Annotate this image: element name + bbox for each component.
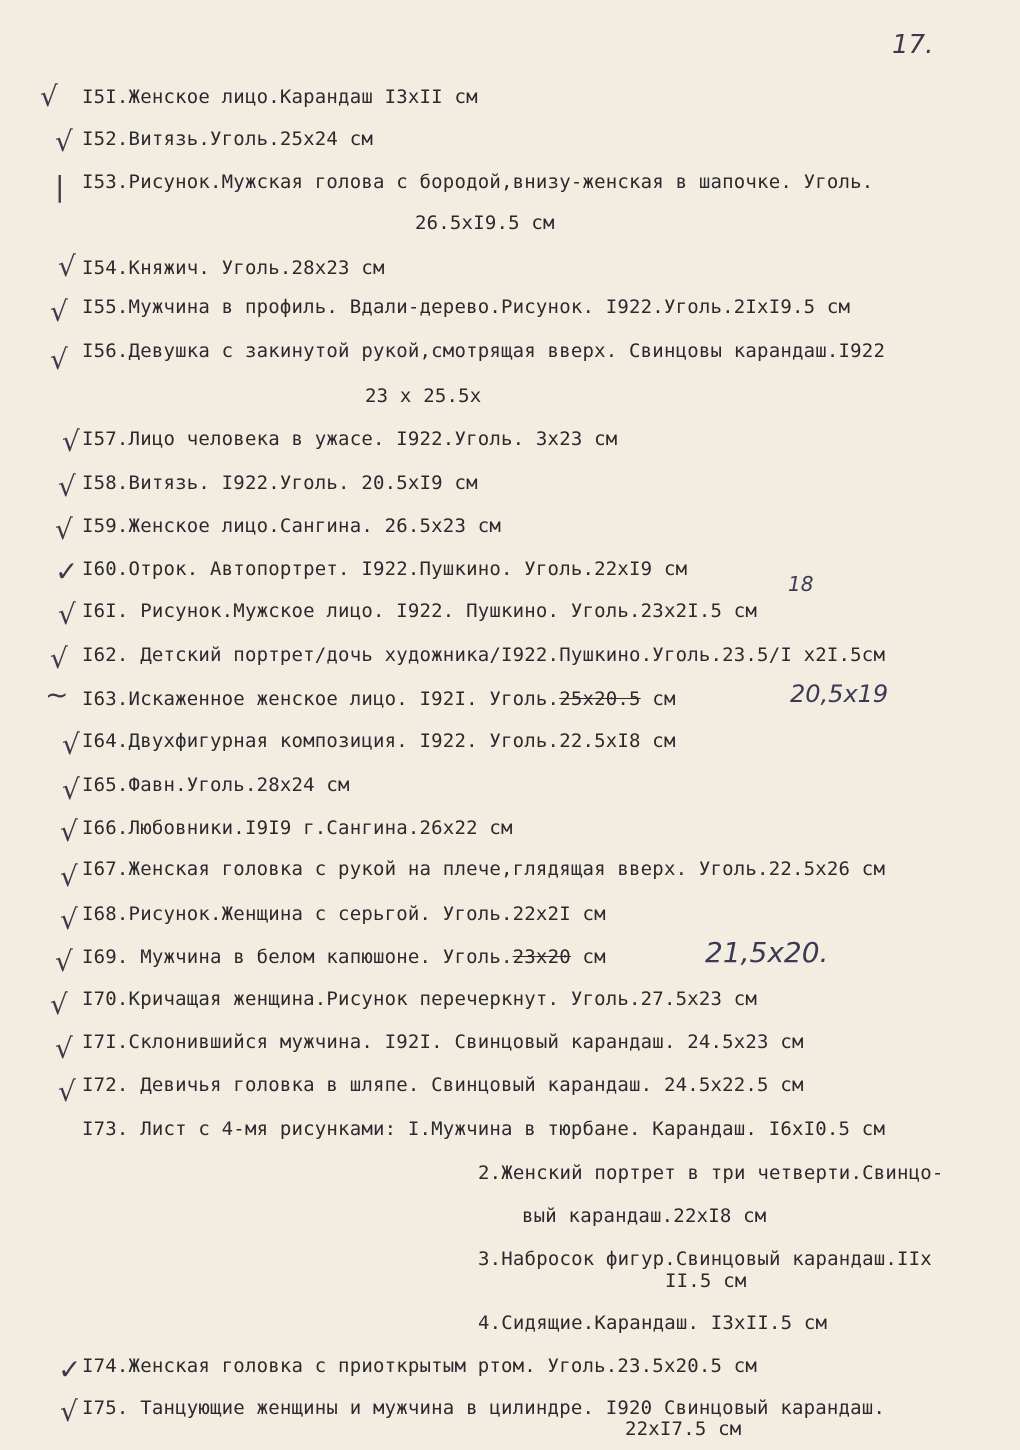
check-mark-icon: √ <box>55 125 73 158</box>
entry-line <box>82 946 606 968</box>
page-number: 17. <box>892 30 934 60</box>
check-mark-icon: √ <box>50 988 68 1021</box>
handwritten-note: 20,5x19 <box>790 680 889 708</box>
entry-line: I62. Детский портрет/дочь художника/I922.Пушкино.Уголь.23.5/I x2I.5см <box>82 644 886 666</box>
entry-line: I57.Лицо человека в ужасе. I922.Уголь. 3x23 см <box>82 428 618 450</box>
entry-line: I65.Фавн.Уголь.28x24 см <box>82 774 350 796</box>
entry-line: I68.Рисунок.Женщина с серьгой. Уголь.22x2I см <box>82 903 606 925</box>
check-mark-icon: √ <box>40 80 58 113</box>
check-mark-icon: ✓ <box>58 1353 82 1386</box>
entry-line: 3.Набросок фигур.Свинцовый карандаш.IIx <box>478 1248 932 1270</box>
entry-line: I59.Женское лицо.Сангина. 26.5x23 см <box>82 515 502 537</box>
entry-line: I53.Рисунок.Мужская голова с бородой,внизу-женская в шапочке. Уголь. <box>82 171 874 193</box>
entry-line <box>82 688 676 710</box>
check-mark-icon: √ <box>60 903 78 936</box>
entry-line: 4.Сидящие.Карандаш. I3xII.5 см <box>478 1312 828 1334</box>
struck-text: 25x20.5 <box>559 688 641 710</box>
entry-line: I54.Княжич. Уголь.28x23 см <box>82 257 385 279</box>
entry-line: I55.Мужчина в профиль. Вдали-дерево.Рисунок. I922.Уголь.2IxI9.5 см <box>82 296 851 318</box>
entry-text: I63.Искаженное женское лицо. I92I. Уголь. <box>82 688 560 710</box>
entry-line: I72. Девичья головка в шляпе. Свинцовый карандаш. 24.5x22.5 см <box>82 1074 804 1096</box>
check-mark-icon: √ <box>58 1075 76 1108</box>
check-mark-icon: √ <box>62 773 80 806</box>
check-mark-icon: √ <box>62 728 80 761</box>
check-mark-icon: | <box>55 170 65 203</box>
entry-line-continuation: 22xI7.5 см <box>625 1418 742 1440</box>
entry-text: см <box>640 688 676 710</box>
handwritten-note: 21,5x20. <box>705 936 829 969</box>
check-mark-icon: ~ <box>45 678 69 711</box>
entry-line: I60.Отрок. Автопортрет. I922.Пушкино. Уголь.22xI9 см <box>82 558 688 580</box>
check-mark-icon: ✓ <box>55 555 79 588</box>
check-mark-icon: √ <box>55 945 73 978</box>
check-mark-icon: √ <box>60 1395 78 1428</box>
entry-line: I7I.Склонившийся мужчина. I92I. Свинцовый карандаш. 24.5x23 см <box>82 1031 804 1053</box>
check-mark-icon: √ <box>58 250 76 283</box>
check-mark-icon: √ <box>58 470 76 503</box>
check-mark-icon: √ <box>62 425 80 458</box>
entry-line: I73. Лист с 4-мя рисунками: I.Мужчина в тюрбане. Карандаш. I6xI0.5 см <box>82 1118 886 1140</box>
entry-text: см <box>570 946 606 968</box>
check-mark-icon: √ <box>50 295 68 328</box>
entry-text: I69. Мужчина в белом капюшоне. Уголь. <box>82 946 513 968</box>
entry-line: I67.Женская головка с рукой на плече,глядящая вверх. Уголь.22.5x26 см <box>82 858 886 880</box>
check-mark-icon: √ <box>60 860 78 893</box>
struck-text: 23x20 <box>512 946 571 968</box>
check-mark-icon: √ <box>58 598 76 631</box>
entry-line-continuation: 23 x 25.5x <box>365 385 482 407</box>
check-mark-icon: √ <box>60 815 78 848</box>
entry-line: I52.Витязь.Уголь.25x24 см <box>82 128 373 150</box>
entry-line: I74.Женская головка с приоткрытым ртом. Уголь.23.5x20.5 см <box>82 1355 758 1377</box>
entry-line: I58.Витязь. I922.Уголь. 20.5xI9 см <box>82 472 478 494</box>
handwritten-note: 18 <box>788 572 814 596</box>
entry-line: I64.Двухфигурная композиция. I922. Уголь.22.5xI8 см <box>82 730 676 752</box>
entry-line: I70.Кричащая женщина.Рисунок перечеркнут. Уголь.27.5x23 см <box>82 988 758 1010</box>
check-mark-icon: √ <box>55 1032 73 1065</box>
entry-line: 2.Женский портрет в три четверти.Свинцо- <box>478 1162 944 1184</box>
check-mark-icon: √ <box>50 343 68 376</box>
entry-line: I75. Танцующие женщины и мужчина в цилиндре. I920 Свинцовый карандаш. <box>82 1397 886 1419</box>
entry-line-continuation: II.5 см <box>665 1270 747 1292</box>
entry-line: I6I. Рисунок.Мужское лицо. I922. Пушкино. Уголь.23x2I.5 см <box>82 600 758 622</box>
check-mark-icon: √ <box>50 642 68 675</box>
check-mark-icon: √ <box>55 513 73 546</box>
entry-line: I5I.Женское лицо.Карандаш I3xII см <box>82 86 478 108</box>
entry-line-continuation: вый карандаш.22xI8 см <box>522 1205 767 1227</box>
entry-line: I66.Любовники.I9I9 г.Сангина.26x22 см <box>82 817 513 839</box>
entry-line: I56.Девушка с закинутой рукой,смотрящая вверх. Свинцовы карандаш.I922 <box>82 340 886 362</box>
entry-line-continuation: 26.5xI9.5 см <box>415 212 555 234</box>
